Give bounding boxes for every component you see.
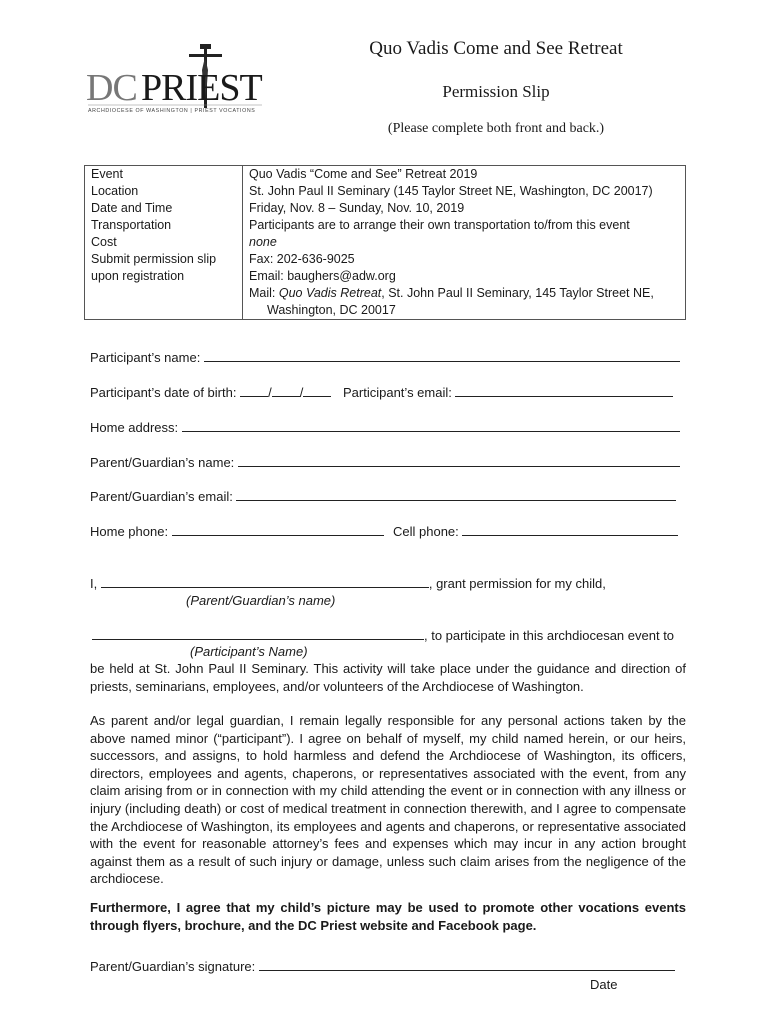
guardian-name-consent-input[interactable] [101, 575, 429, 588]
participant-name-input[interactable] [204, 349, 680, 362]
svg-text:DC: DC [86, 67, 137, 109]
home-address-label: Home address: [90, 420, 182, 435]
info-label: Cost [85, 234, 243, 251]
submit-label-line1: Submit permission slip [91, 252, 217, 266]
guardian-name-caption: (Parent/Guardian’s name) [186, 593, 336, 608]
submit-label-line2: upon registration [91, 269, 185, 283]
home-phone-label: Home phone: [90, 524, 172, 539]
cell-phone-field[interactable] [393, 523, 678, 539]
dob-field[interactable] [90, 384, 331, 400]
crucifix-logo-icon [86, 40, 276, 120]
page-title: Quo Vadis Come and See Retreat [369, 38, 623, 59]
home-address-field[interactable] [90, 419, 680, 435]
guardian-email-field[interactable] [90, 488, 676, 504]
dob-separator: / [268, 385, 272, 400]
grant-text: , grant permission for my child, [428, 576, 606, 591]
dc-priest-logo [86, 40, 276, 120]
home-address-input[interactable] [182, 419, 680, 432]
participant-name-caption: (Participant’s Name) [190, 644, 308, 659]
home-phone-field[interactable] [90, 523, 384, 539]
mail-prefix: Mail: [249, 286, 279, 300]
participant-name-label: Participant’s name: [90, 350, 204, 365]
info-row-event [85, 166, 686, 184]
info-row-transportation [85, 217, 686, 234]
dob-label: Participant’s date of birth: [90, 385, 241, 400]
info-label: Event [85, 166, 243, 184]
guardian-email-label: Parent/Guardian’s email: [90, 489, 237, 504]
guardian-name-field[interactable] [90, 454, 680, 470]
participant-email-field[interactable] [343, 384, 673, 400]
dob-year-input[interactable] [303, 384, 331, 397]
event-info-table [84, 165, 686, 320]
participant-email-label: Participant’s email: [343, 385, 456, 400]
info-label: Location [85, 183, 243, 200]
dob-day-input[interactable] [272, 384, 300, 397]
guardian-email-input[interactable] [236, 488, 676, 501]
info-value: Friday, Nov. 8 – Sunday, Nov. 10, 2019 [243, 200, 686, 217]
svg-text:ARCHDIOCESE OF WASHINGTON | PR: ARCHDIOCESE OF WASHINGTON | PRIEST VOCATIONS [88, 108, 256, 114]
info-row-date [85, 200, 686, 217]
grant-permission-line[interactable] [90, 575, 606, 591]
participate-text: , to participate in this archdiocesan event to [424, 628, 675, 643]
home-phone-input[interactable] [172, 523, 384, 536]
dob-month-input[interactable] [240, 384, 268, 397]
date-label: Date [590, 977, 618, 992]
signature-label: Parent/Guardian’s signature: [90, 959, 259, 974]
submit-email: Email: baughers@adw.org [249, 269, 396, 283]
mail-recipient: Quo Vadis Retreat [278, 286, 382, 300]
participant-name-field[interactable] [90, 349, 680, 365]
guardian-name-input[interactable] [238, 454, 680, 467]
guardian-name-label: Parent/Guardian’s name: [90, 455, 238, 470]
svg-text:PRIEST: PRIEST [141, 67, 262, 109]
participant-name-consent-input[interactable] [92, 627, 424, 640]
info-row-cost [85, 234, 686, 251]
consent-prefix: I, [90, 576, 101, 591]
liability-paragraph: As parent and/or legal guardian, I remain legally responsible for any personal actions taken by the above named minor (“participant”). I agree on behalf of myself, my child named herein, or our heirs, successors, and assigns, to hold harmless and defend the Archdiocese of Washington, its officers, directors, employees and agents, chaperons, or representatives associated with the event, from any claim arising from or in connection with my child attending the event or in connection with any illness or injury (including death) or cost of medical treatment in connection therewith, and I agree to compensate the Archdiocese of Washington, its employees and agents and chaperons, or representative associated with the event for reasonable attorney’s fees and expenses which may incur in any action brought against them as a result of such injury or damage, unless such claim arises from the negligence of the archdiocese. [90, 713, 686, 887]
participate-line[interactable] [92, 627, 674, 643]
info-value: St. John Paul II Seminary (145 Taylor Street NE, Washington, DC 20017) [243, 183, 686, 200]
mail-city: Washington, DC 20017 [267, 303, 396, 317]
info-label: Date and Time [85, 200, 243, 217]
dob-separator: / [299, 385, 304, 400]
signature-field[interactable] [90, 958, 675, 974]
info-value [243, 251, 686, 320]
cell-phone-input[interactable] [462, 523, 678, 536]
fax-number: Fax: 202-636-9025 [249, 252, 355, 266]
mail-address [249, 285, 679, 302]
photo-consent-paragraph: Furthermore, I agree that my child’s picture may be used to promote other vocations events through flyers, brochure, and the DC Priest website and Facebook page. [90, 900, 686, 933]
participant-email-input[interactable] [455, 384, 673, 397]
instruction-note: (Please complete both front and back.) [387, 121, 605, 136]
page-subtitle: Permission Slip [442, 82, 550, 101]
consent-paragraph-1: be held at St. John Paul II Seminary. This activity will take place under the guidance and direction of priests, seminarians, employees, and/or volunteers of the Archdiocese of Washington. [90, 661, 686, 694]
info-label: Transportation [85, 217, 243, 234]
info-label [85, 251, 243, 320]
info-value: none [243, 234, 686, 251]
info-value: Quo Vadis “Come and See” Retreat 2019 [243, 166, 686, 184]
info-row-location [85, 183, 686, 200]
signature-input[interactable] [259, 958, 675, 971]
info-row-submit [85, 251, 686, 320]
mail-street: , St. John Paul II Seminary, 145 Taylor Street NE, [381, 286, 654, 300]
cell-phone-label: Cell phone: [393, 524, 463, 539]
info-value: Participants are to arrange their own transportation to/from this event [243, 217, 686, 234]
